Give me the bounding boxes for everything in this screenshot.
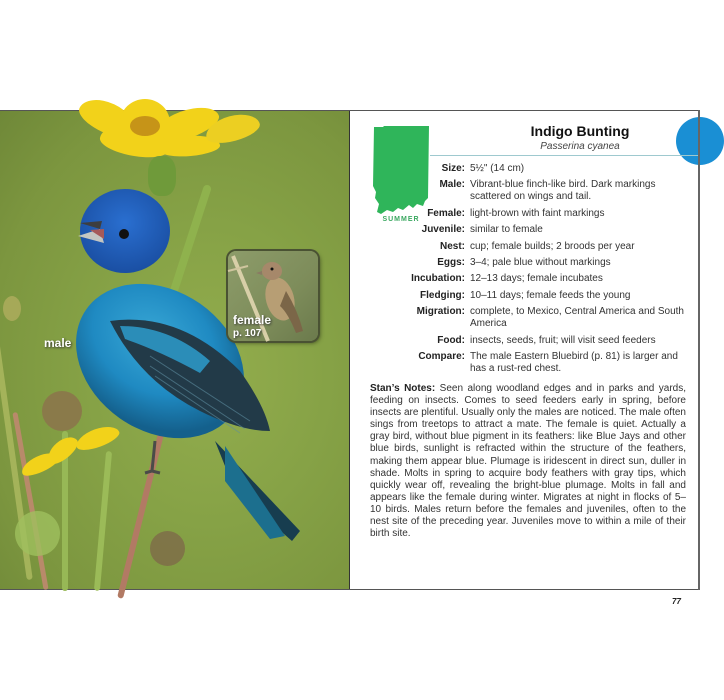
- page-number: 77: [672, 597, 681, 606]
- scientific-name: Passerina cyanea: [540, 141, 620, 152]
- species-title: Indigo Bunting: [530, 123, 630, 139]
- notes-text: Seen along woodland edges and in parks and yards, feeding on insects. Comes to seed feeders early in spring, before insects are plentiful. Usually only the males are noticed. The male often sings from treetops to attract a mate. The female is quiet. Actually a gray bird, without blue pigment in its feathers: like Blue Jays and other blue birds, sunlight is refracted within the structure of the feathers, making them appear blue. Plumage is iridescent in direct sun, duller in shade. Molts in spring to acquire body feathers with gray tips, which quickly wear off, revealing the bright-blue plumage. Molts in fall and appears like the female during winter. Migrates at night in flocks of 5–10 birds. Males return before the females and juveniles, often to the nest site of the preceding year. Juveniles move to within a mile of their birth site.: [370, 383, 687, 540]
- fact-female: Female: light-brown with faint markings: [427, 207, 605, 219]
- stans-notes: [370, 383, 686, 540]
- fact-male: Male: Vibrant-blue finch-like bird. Dark markings scattered on wings and tail.: [439, 179, 656, 203]
- page-bottom-edge: [0, 589, 700, 590]
- fact-migration: Migration: complete, to Mexico, Central America and South America: [416, 306, 684, 330]
- fact-list: [380, 163, 692, 379]
- section-color-tab: [676, 117, 724, 165]
- fact-eggs: Eggs: 3–4; pale blue without markings: [437, 256, 611, 268]
- title-divider: [430, 155, 699, 156]
- notes-label: Stan’s Notes:: [370, 383, 436, 394]
- fact-food: Food: insects, seeds, fruit; will visit seed feeders: [437, 334, 656, 346]
- female-inset-photo: [228, 251, 318, 341]
- female-page-ref[interactable]: p. 107: [233, 328, 262, 339]
- fact-fledging: Fledging: 10–11 days; female feeds the young: [420, 289, 631, 301]
- bird-photo: [0, 111, 349, 589]
- female-label: female: [233, 313, 272, 327]
- indigo-bunting-male: [0, 111, 349, 589]
- fact-incubation: Incubation: 12–13 days; female incubates: [411, 273, 603, 285]
- season-label: SUMMER: [382, 216, 420, 223]
- fact-size: Size: 5½" (14 cm): [441, 163, 525, 174]
- fact-nest: Nest: cup; female builds; 2 broods per year: [439, 240, 635, 252]
- fact-compare: Compare: The male Eastern Bluebird (p. 81) is larger and has a rust-red chest.: [418, 350, 678, 374]
- male-label: male: [44, 336, 72, 350]
- page-right-edge: [698, 110, 700, 590]
- species-info-page: [350, 111, 699, 606]
- fact-juvenile: Juvenile: similar to female: [421, 224, 543, 236]
